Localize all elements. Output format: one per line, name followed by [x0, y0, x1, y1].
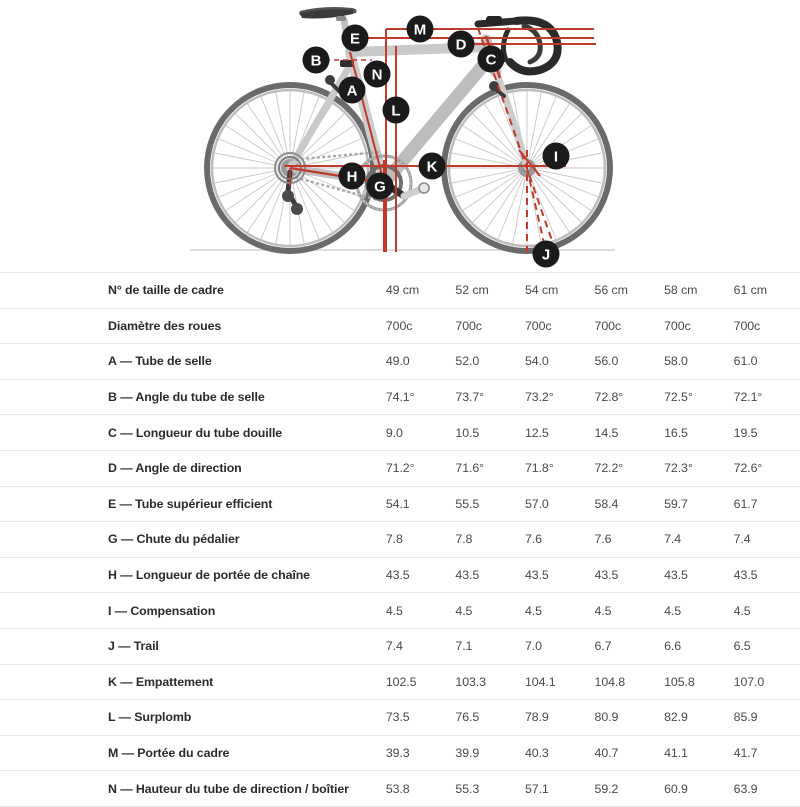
table-row [0, 593, 800, 629]
row-value: 4.5 [733, 603, 751, 618]
row-value: 7.1 [455, 639, 473, 654]
row-value: 7.4 [733, 532, 751, 547]
svg-text:J: J [541, 246, 551, 264]
table-row [0, 771, 800, 807]
row-label: B — Angle du tube de selle [108, 390, 265, 405]
table-row [0, 308, 800, 344]
row-value: 4.5 [455, 603, 473, 618]
geometry-table-body [0, 273, 800, 807]
row-value: 56 cm [594, 283, 628, 298]
row-value: 61 cm [733, 283, 767, 298]
table-row [0, 522, 800, 558]
row-value: 49 cm [385, 283, 420, 298]
row-label: E — Tube supérieur efficient [108, 496, 273, 511]
row-value: 4.5 [664, 603, 682, 618]
row-value: 39.9 [455, 746, 480, 761]
table-row [0, 700, 800, 736]
row-label: M — Portée du cadre [108, 746, 230, 761]
marker-C [478, 46, 505, 73]
row-value: 700c [594, 318, 622, 333]
row-value: 72.6° [733, 461, 763, 476]
row-value: 59.7 [664, 496, 688, 511]
row-value: 52 cm [455, 283, 489, 298]
row-value: 72.8° [594, 390, 624, 405]
row-value: 56.0 [594, 354, 619, 369]
row-value: 700c [733, 318, 761, 333]
row-label: J — Trail [108, 639, 159, 654]
row-label: K — Empattement [108, 674, 214, 689]
row-value: 43.5 [524, 568, 549, 583]
row-value: 53.8 [385, 781, 410, 796]
table-row [0, 344, 800, 380]
row-value: 4.5 [385, 603, 403, 618]
row-value: 49.0 [385, 354, 410, 369]
row-value: 103.3 [455, 674, 486, 689]
row-value: 57.0 [524, 496, 549, 511]
row-value: 58 cm [664, 283, 698, 298]
row-value: 71.8° [524, 461, 554, 476]
row-value: 59.2 [594, 781, 619, 796]
svg-text:A: A [346, 82, 358, 100]
row-value: 54.1 [385, 496, 410, 511]
marker-M [407, 16, 434, 43]
row-value: 55.3 [455, 781, 480, 796]
row-label: C — Longueur du tube douille [108, 425, 283, 440]
row-label: N° de taille de cadre [108, 283, 224, 298]
row-value: 700c [385, 318, 413, 333]
row-value: 78.9 [524, 710, 549, 725]
row-value: 700c [524, 318, 552, 333]
row-value: 54 cm [524, 283, 559, 298]
table-row [0, 486, 800, 522]
svg-text:I: I [553, 148, 559, 166]
row-value: 107.0 [733, 674, 765, 689]
row-label: A — Tube de selle [108, 354, 212, 369]
row-value: 76.5 [455, 710, 480, 725]
row-value: 73.7° [455, 390, 484, 405]
svg-text:C: C [485, 51, 497, 69]
table-row [0, 557, 800, 593]
row-value: 7.8 [455, 532, 473, 547]
row-value: 6.5 [733, 639, 751, 654]
table-row [0, 415, 800, 451]
table-row [0, 450, 800, 486]
table-row [0, 664, 800, 700]
row-value: 55.5 [455, 496, 480, 511]
marker-A [339, 77, 366, 104]
marker-B [303, 47, 330, 74]
row-value: 43.5 [455, 568, 480, 583]
row-value: 71.6° [455, 461, 484, 476]
row-value: 43.5 [664, 568, 688, 583]
row-value: 4.5 [594, 603, 612, 618]
row-value: 63.9 [733, 781, 758, 796]
row-value: 61.0 [733, 354, 758, 369]
row-label: L — Surplomb [108, 710, 192, 725]
row-value: 102.5 [385, 674, 417, 689]
row-value: 58.0 [664, 354, 688, 369]
row-value: 57.1 [524, 781, 549, 796]
row-value: 85.9 [733, 710, 758, 725]
row-value: 73.5 [385, 710, 410, 725]
row-value: 700c [455, 318, 482, 333]
row-value: 7.4 [385, 639, 403, 654]
row-value: 7.4 [664, 532, 682, 547]
svg-text:N: N [371, 66, 383, 84]
row-value: 71.2° [385, 461, 415, 476]
row-value: 105.8 [664, 674, 695, 689]
marker-L [383, 97, 410, 124]
row-value: 72.2° [594, 461, 624, 476]
marker-K [419, 153, 446, 180]
row-value: 73.2° [524, 390, 554, 405]
saddle [299, 7, 356, 21]
row-value: 82.9 [664, 710, 688, 725]
row-value: 74.1° [385, 390, 415, 405]
row-value: 6.7 [594, 639, 612, 654]
row-value: 7.6 [524, 532, 542, 547]
row-value: 41.1 [664, 746, 688, 761]
row-value: 41.7 [733, 746, 758, 761]
row-value: 14.5 [594, 425, 619, 440]
row-value: 9.0 [385, 425, 403, 440]
svg-text:G: G [374, 178, 386, 196]
marker-J [533, 241, 560, 268]
svg-text:K: K [426, 158, 438, 176]
row-value: 72.3° [664, 461, 693, 476]
svg-text:B: B [310, 52, 322, 70]
row-value: 80.9 [594, 710, 619, 725]
row-value: 7.0 [524, 639, 542, 654]
row-value: 7.8 [385, 532, 403, 547]
table-row [0, 379, 800, 415]
table-row [0, 735, 800, 771]
svg-text:D: D [455, 36, 467, 54]
table-row [0, 628, 800, 664]
row-value: 104.8 [594, 674, 626, 689]
marker-H [339, 163, 366, 190]
row-value: 40.3 [524, 746, 549, 761]
row-value: 4.5 [524, 603, 542, 618]
row-label: I — Compensation [108, 603, 216, 618]
row-label: N — Hauteur du tube de direction / boîtier [108, 781, 349, 796]
table-row [0, 273, 800, 309]
row-value: 61.7 [733, 496, 758, 511]
row-value: 43.5 [733, 568, 758, 583]
row-label: G — Chute du pédalier [108, 532, 240, 547]
bike-geometry-diagram [0, 0, 800, 268]
row-value: 72.1° [733, 390, 763, 405]
row-value: 19.5 [733, 425, 758, 440]
marker-E [342, 25, 369, 52]
row-value: 39.3 [385, 746, 410, 761]
row-label: Diamètre des roues [108, 318, 222, 333]
row-value: 700c [664, 318, 691, 333]
row-value: 60.9 [664, 781, 688, 796]
row-value: 12.5 [524, 425, 549, 440]
row-value: 10.5 [455, 425, 480, 440]
row-value: 43.5 [594, 568, 619, 583]
row-value: 6.6 [664, 639, 682, 654]
row-value: 40.7 [594, 746, 619, 761]
row-value: 7.6 [594, 532, 612, 547]
row-value: 104.1 [524, 674, 556, 689]
row-value: 54.0 [524, 354, 549, 369]
row-value: 16.5 [664, 425, 688, 440]
svg-text:E: E [349, 30, 361, 48]
geometry-table [0, 272, 800, 807]
row-value: 52.0 [455, 354, 480, 369]
svg-text:H: H [346, 168, 358, 186]
marker-G [367, 173, 394, 200]
row-value: 58.4 [594, 496, 619, 511]
svg-text:M: M [413, 21, 427, 39]
row-label: H — Longueur de portée de chaîne [108, 568, 310, 583]
bike-diagram-svg [0, 0, 800, 268]
svg-text:L: L [391, 102, 401, 120]
row-label: D — Angle de direction [108, 461, 242, 476]
marker-I [543, 143, 570, 170]
marker-N [364, 61, 391, 88]
row-value: 72.5° [664, 390, 693, 405]
row-value: 43.5 [385, 568, 410, 583]
marker-D [448, 31, 475, 58]
